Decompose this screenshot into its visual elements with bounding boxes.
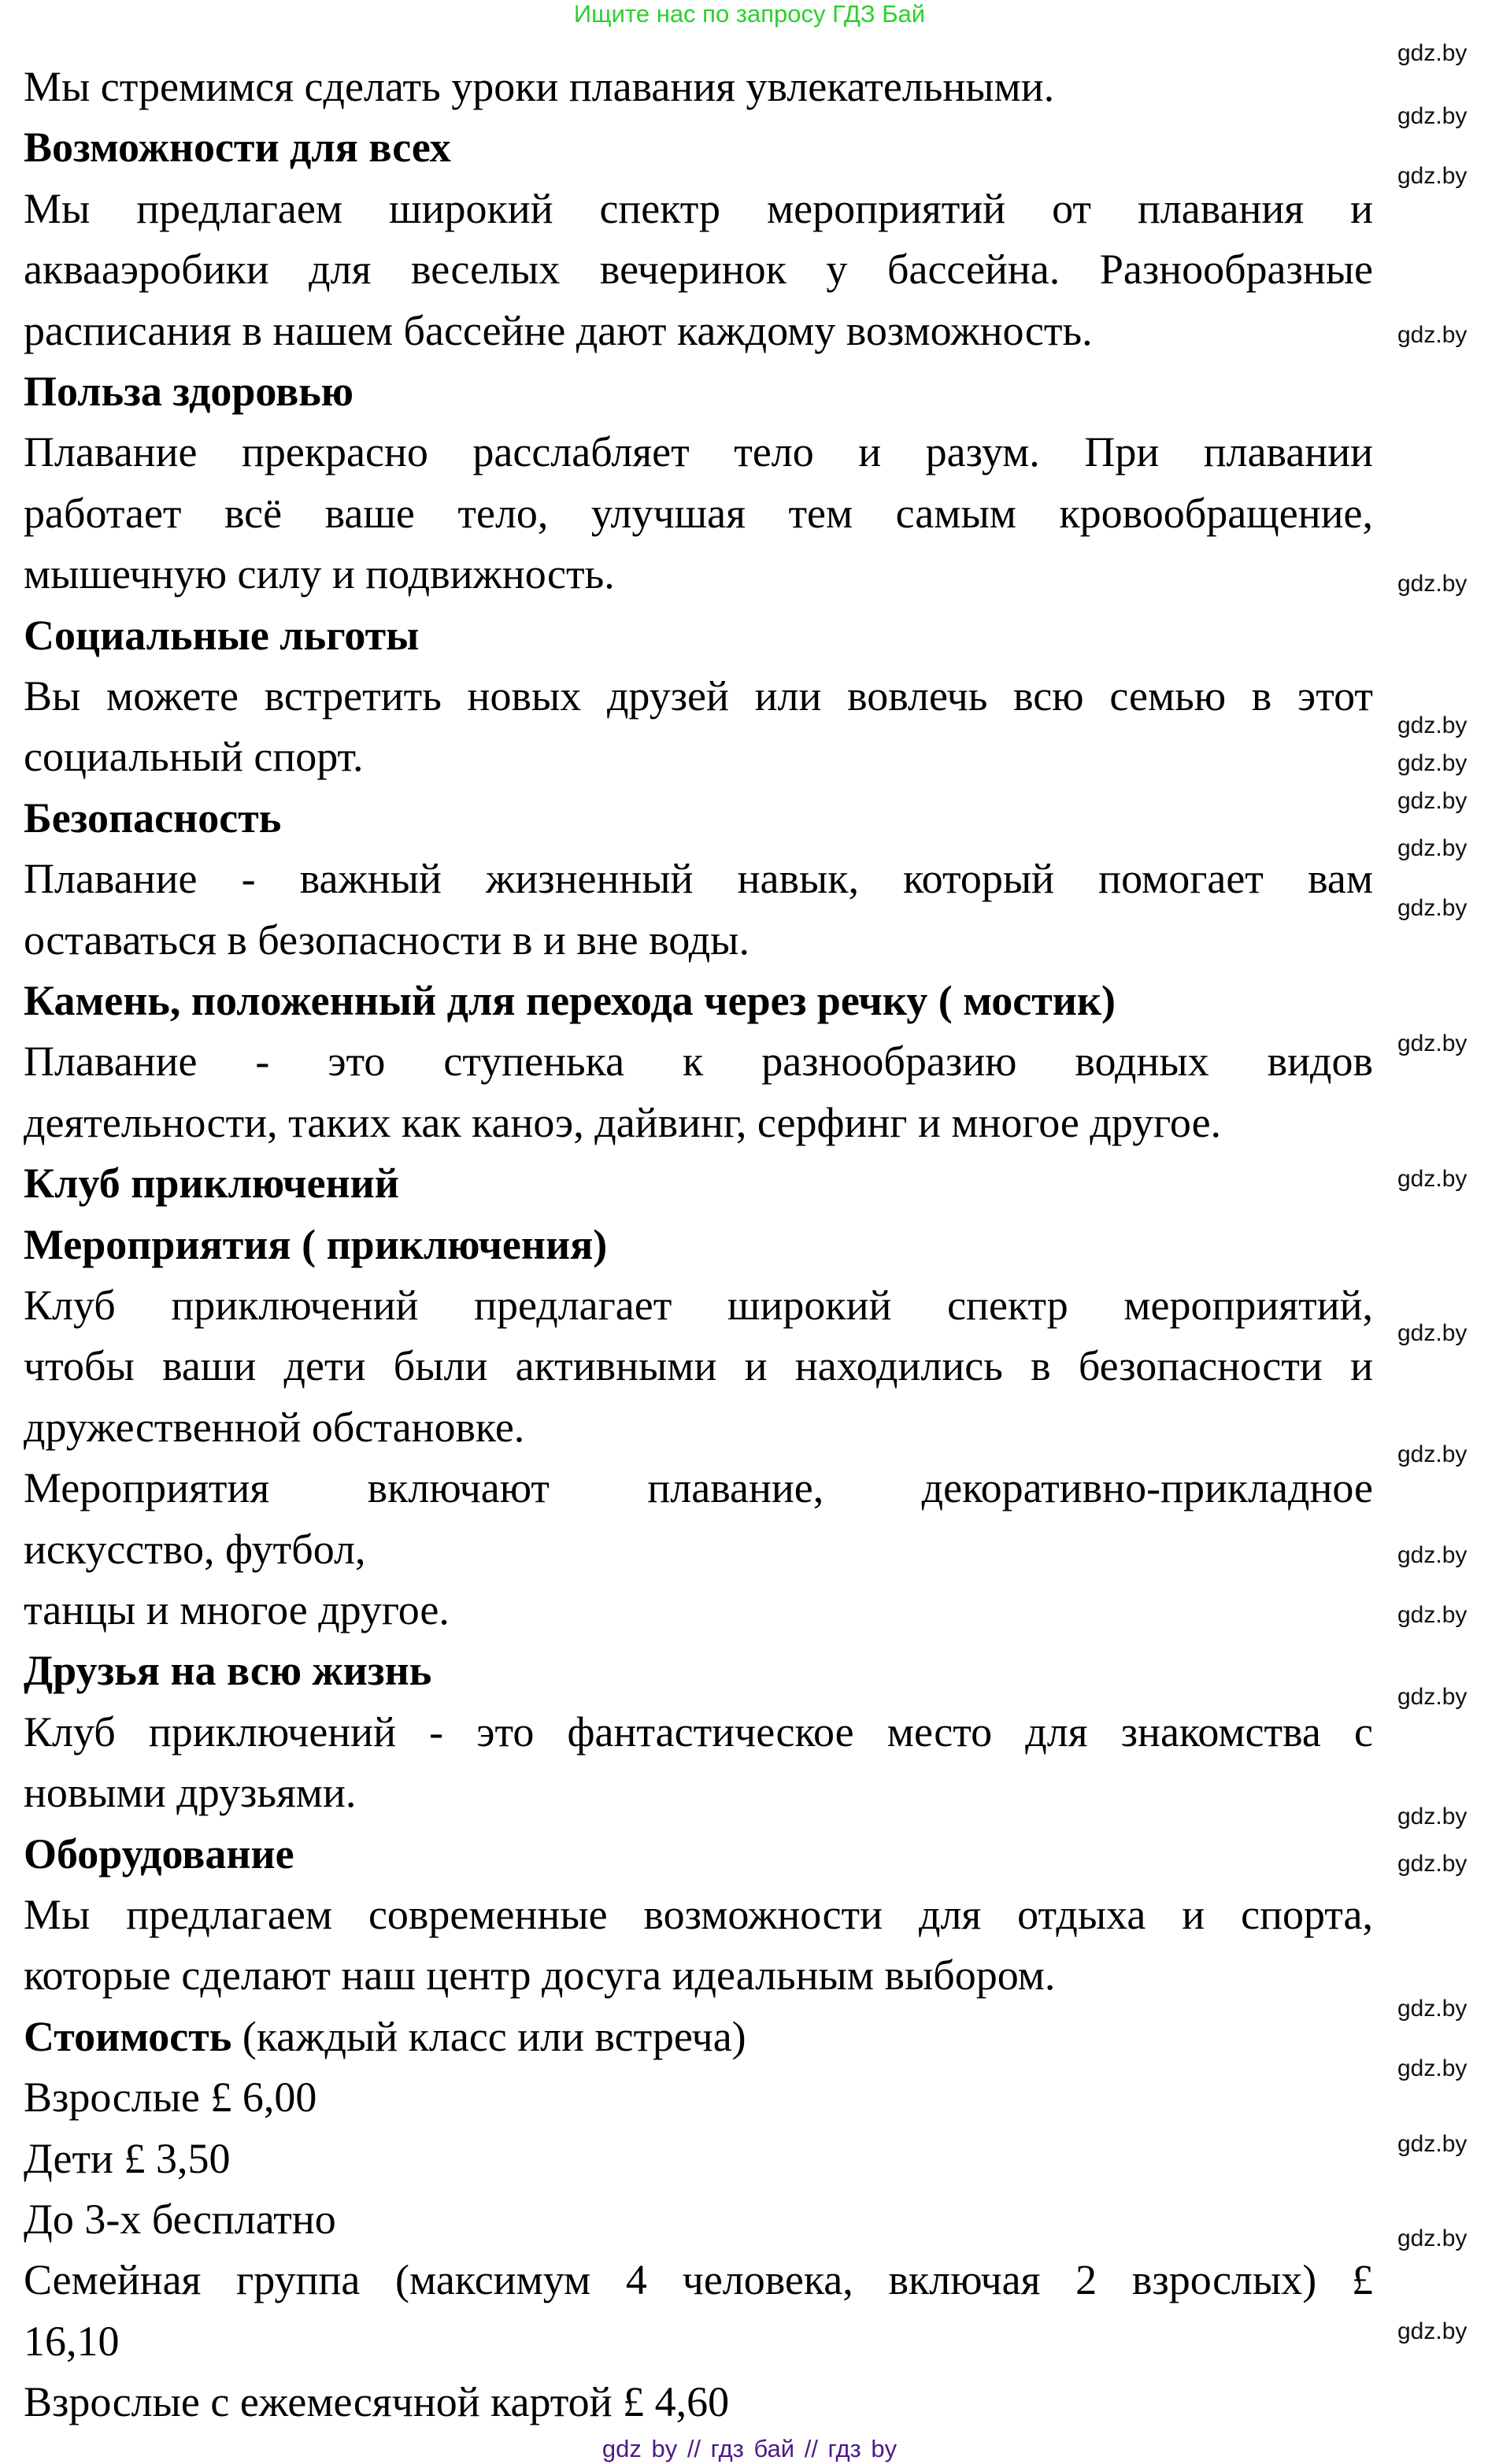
text-line: мышечную силу и подвижность. [24,550,615,598]
watermark-text: gdz.by [1397,1804,1468,1830]
watermark-text: gdz.by [1397,750,1468,776]
watermark-text: gdz.by [1397,1441,1468,1467]
watermark-text: gdz.by [1397,2318,1468,2344]
text-line: Мы стремимся сделать уроки плавания увлекательными. [24,63,1055,110]
watermark-text: gdz.by [1397,895,1468,921]
text-line: аквааэробики для веселых вечеринок у бассейна. Разнообразные [24,246,1373,294]
watermark-text: gdz.by [1397,2131,1468,2157]
watermark-text: gdz.by [1397,1030,1468,1056]
watermark-text: gdz.by [1397,571,1468,597]
text-line: оставаться в безопасности в и вне воды. [24,916,750,964]
text-line: которые сделают наш центр досуга идеальным выбором. [24,1952,1056,2000]
watermark-text: gdz.by [1397,2055,1468,2081]
text-line: Семейная группа (максимум 4 человека, включая 2 взрослых) £ [24,2256,1373,2304]
text-line: Плавание прекрасно расслабляет тело и разум. При плавании [24,428,1373,476]
watermark-text: gdz.by [1397,1166,1468,1192]
text-line: деятельности, таких как каноэ, дайвинг, серфинг и многое другое. [24,1098,1222,1146]
section-heading: Оборудование [24,1830,294,1878]
price-heading [24,2013,1373,2060]
watermark-text: gdz.by [1397,1320,1468,1346]
text-line: расписания в нашем бассейне дают каждому возможность. [24,306,1093,354]
text-line: Плавание - важный жизненный навык, который помогает вам [24,855,1373,903]
watermark-text: gdz.by [1397,1996,1468,2022]
watermark-text: gdz.by [1397,322,1468,348]
watermark-text: gdz.by [1397,1542,1468,1568]
watermark-text: gdz.by [1397,835,1468,861]
text-line: Мероприятия включают плавание, декоративно-прикладное [24,1464,1373,1512]
text-line: новыми друзьями. [24,1769,357,1817]
watermark-text: gdz.by [1397,1602,1468,1628]
section-heading: Безопасность [24,794,282,842]
section-heading: Мероприятия ( приключения) [24,1220,608,1268]
text-line: Взрослые £ 6,00 [24,2074,317,2122]
text-line: Клуб приключений - это фантастическое место для знакомства с [24,1707,1373,1756]
text-line: Вы можете встретить новых друзей или вовлечь всю семью в этот [24,672,1373,720]
section-heading: Польза здоровью [24,368,354,415]
section-heading: Друзья на всю жизнь [24,1647,432,1695]
text-line: Плавание - это ступенька к разнообразию водных видов [24,1038,1373,1086]
text-line: чтобы ваши дети были активными и находились в безопасности и [24,1342,1373,1390]
text-line: До 3-х бесплатно [24,2196,336,2243]
text-line: дружественной обстановке. [24,1403,525,1451]
text-line: танцы и многое другое. [24,1586,450,1633]
watermark-text: gdz.by [1397,1684,1468,1710]
text-line: социальный спорт. [24,733,364,781]
section-heading: Социальные льготы [24,611,420,659]
watermark-text: gdz.by [1397,712,1468,738]
watermark-text: gdz.by [1397,1851,1468,1877]
watermark-text: gdz.by [1397,163,1468,189]
price-heading-label: Стоимость [24,2012,232,2060]
text-line: Мы предлагаем современные возможности для отдыха и спорта, [24,1891,1373,1938]
section-heading: Возможности для всех [24,124,451,172]
text-line: 16,10 [24,2317,120,2365]
text-line: Дети £ 3,50 [24,2134,231,2182]
price-heading-note: (каждый класс или встреча) [231,2012,746,2060]
footer-watermark: gdz by // гдз бай // гдз by [601,2435,898,2462]
watermark-text: gdz.by [1397,2225,1468,2251]
text-line: Взрослые с ежемесячной картой £ 4,60 [24,2378,730,2426]
watermark-text: gdz.by [1397,788,1468,814]
watermark-text: gdz.by [1397,103,1468,129]
text-line: Мы предлагаем широкий спектр мероприятий от плавания и [24,184,1373,232]
text-line: искусство, футбол, [24,1525,366,1573]
watermark-text: gdz.by [1397,40,1468,66]
section-heading: Камень, положенный для перехода через речку ( мостик) [24,977,1116,1024]
search-banner: Ищите нас по запросу ГДЗ Бай [573,0,926,28]
section-heading: Клуб приключений [24,1160,399,1208]
text-line: работает всё ваше тело, улучшая тем самым кровообращение, [24,489,1373,537]
text-line: Клуб приключений предлагает широкий спектр мероприятий, [24,1282,1373,1329]
